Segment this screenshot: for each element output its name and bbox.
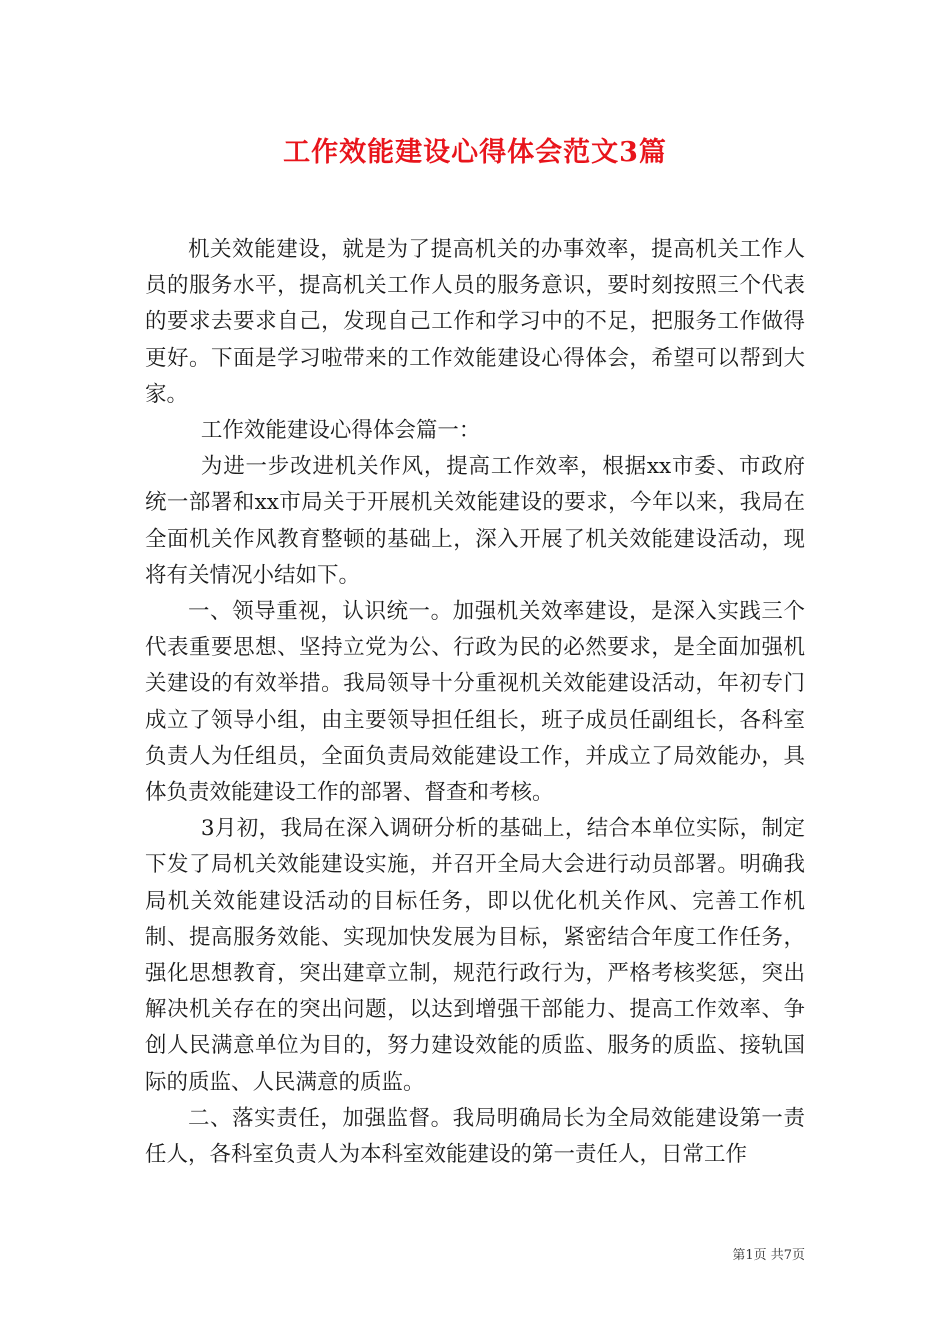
document-title: 工作效能建设心得体会范文3篇 (283, 137, 667, 168)
document-body (145, 232, 805, 1173)
body-paragraph: 3月初，我局在深入调研分析的基础上，结合本单位实际，制定下发了局机关效能建设实施，并召开全局大会进行动员部署。明确我局机关效能建设活动的目标任务，即以优化机关作风、完善工作机制、提高服务效能、实现加快发展为目标，紧密结合年度工作任务，强化思想教育，突出建章立制，规范行政行为，严格考核奖惩，突出解决机关存在的突出问题，以达到增强干部能力、提高工作效率、争创人民满意单位为目的，努力建设效能的质监、服务的质监、接轨国际的质监、人民满意的质监。 (145, 816, 805, 1095)
intro-paragraph: 机关效能建设，就是为了提高机关的办事效率，提高机关工作人员的服务水平，提高机关工作人员的服务意识，要时刻按照三个代表的要求去要求自己，发现自己工作和学习中的不足，把服务工作做得更好。下面是学习啦带来的工作效能建设心得体会，希望可以帮到大家。 (145, 237, 805, 407)
body-paragraph: 二、落实责任，加强监督。我局明确局长为全局效能建设第一责任人，各科室负责人为本科室效能建设的第一责任人，日常工作 (145, 1105, 805, 1168)
body-paragraph: 为进一步改进机关作风，提高工作效率，根据xx市委、市政府统一部署和xx市局关于开展机关效能建设的要求，今年以来，我局在全面机关作风教育整顿的基础上，深入开展了机关效能建设活动，现将有关情况小结如下。 (145, 454, 805, 588)
section-heading: 工作效能建设心得体会篇一： (200, 418, 481, 444)
page-number-footer: 第1页 共7页 (732, 1248, 805, 1263)
body-paragraph: 一、领导重视，认识统一。加强机关效率建设，是深入实践三个代表重要思想、坚持立党为公、行政为民的必然要求，是全面加强机关建设的有效举措。我局领导十分重视机关效能建设活动，年初专门成立了领导小组，由主要领导担任组长，班子成员任副组长，各科室负责人为任组员，全面负责局效能建设工作，并成立了局效能办，具体负责效能建设工作的部署、督查和考核。 (145, 599, 805, 806)
